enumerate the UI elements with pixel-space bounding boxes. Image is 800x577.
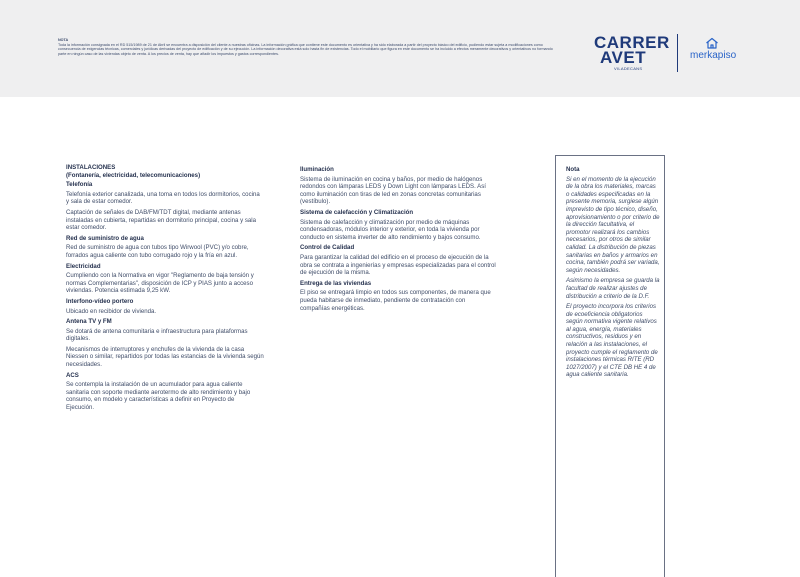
text-calefaccion: Sistema de calefacción y climatización por medio de máquinas condensadoras, módulos interior y exterior, en toda la vivienda por conducto en sistema inverter de alto rendimiento y bajos consumo. bbox=[300, 218, 481, 241]
text-antena-1: Se dotará de antena comunitaria e infraestructura para plataformas digitales. bbox=[66, 327, 248, 343]
heading-acs: ACS bbox=[66, 371, 79, 379]
text-antena-2: Mecanismos de interruptores y enchufes de la vivienda de la casa Niessen o similar, repartidos por todas las estancias de la vivienda según necesidades. bbox=[66, 345, 264, 369]
note-title: Nota bbox=[566, 166, 580, 173]
text-agua: Red de suministro de agua con tubos tipo Wirwool (PVC) y/o cobre, forrados agua caliente con tubo corrugado rojo y la fría en azul. bbox=[66, 244, 249, 259]
brand-line-2: AVET bbox=[600, 48, 647, 67]
heading-calidad: Control de Calidad bbox=[300, 244, 355, 252]
text-interfono: Ubicado en recibidor de vivienda. bbox=[66, 307, 157, 315]
heading-antena: Antena TV y FM bbox=[66, 318, 112, 326]
note-text-3: El proyecto incorpora los criterios de ecoeficiencia obligatorios según normativa vigente relativos al agua, energía, materiales constructivos, residuos y en relación a las instalaciones, el proyecto cumple el reglamento de instalaciones térmicas RITE (RD 1027/2007) y el CTE DB HE 4 de agua caliente sanitaria. bbox=[566, 303, 658, 379]
partner-logo: merkapiso bbox=[690, 50, 737, 61]
heading-telefonia: Telefonía bbox=[66, 181, 93, 189]
text-electricidad: Cumpliendo con la Normativa en vigor "Reglamento de baja tensión y normas Complementarias", disposición de ICP y PIAS junto a acceso viviendas. Potencia estimada 9,25 kW. bbox=[66, 272, 254, 295]
installations-column bbox=[66, 164, 264, 415]
brand-logo bbox=[594, 34, 672, 74]
systems-column bbox=[300, 166, 496, 315]
legal-text: Toda la información consignada en el RD 515/1989 de 21 de Abril se encuentra a disposición del cliente a nuestras oficinas. La información gráfica que contiene este documento es orientativa y ha sido elaborada a partir del proyecto básico del edificio, pudiendo estar sujeta a modificaciones como consecuencia de exigencias técnicas, comerciales y jurídicas derivadas del proyecto de edificación y de su ejecución. La información decorativa está solo hasta fin de existencias. Todo el mobiliario que figura en este documento se ha incluido a efectos meramente decorativos y orientativos no formando parte en ningún caso de las viviendas objeto de venta. A los precios de venta, hay que añadir los impuestos y gastos correspondientes. bbox=[58, 42, 553, 56]
legal-title: NOTA bbox=[58, 38, 69, 42]
text-telefonia-1: Telefonía exterior canalizada, una toma en todos los dormitorios, cocina y sala de estar comedor. bbox=[66, 190, 260, 206]
note-text-1: Si en el momento de la ejecución de la obra los materiales, marcas o calidades especificadas en la presente memoria, surgiese algún imprevisto de tipo técnico, diseño, aprovisionamiento o por criterio de la dirección facultativa, el promotor realizará los cambios necesarios, por otros de similar calidad. La distribución de piezas sanitarias en baños y armarios en cocina, también podrá ser variada, según necesidades. bbox=[566, 175, 660, 274]
house-icon bbox=[705, 37, 719, 49]
text-acs: Se contempla la instalación de un acumulador para agua caliente sanitaria con soporte mediante aerotermo de alto rendimiento y bajo consumo, en modelo y características a definir en Proyecto de Ejecución. bbox=[66, 381, 251, 412]
section-title bbox=[66, 164, 264, 179]
text-calidad: Para garantizar la calidad del edificio en el proceso de ejecución de la obra se contrata a ingenierías y empresas especializadas para el control de ejecución de la misma. bbox=[300, 253, 496, 277]
heading-iluminacion: Iluminación bbox=[300, 166, 334, 173]
heading-entrega: Entrega de las viviendas bbox=[300, 279, 372, 287]
heading-interfono: Interfono-vídeo portero bbox=[66, 297, 134, 305]
text-entrega: El piso se entregará limpio en todos sus componentes, de manera que pueda habitarse de inmediato, pendiente de contratación con compañías energéticas. bbox=[300, 289, 491, 312]
brand-tagline: VILADECANS bbox=[614, 66, 643, 71]
heading-electricidad: Electricidad bbox=[66, 262, 101, 270]
section-title-line-1: INSTALACIONES bbox=[66, 164, 116, 171]
logo-divider bbox=[677, 34, 678, 72]
text-iluminacion: Sistema de iluminación en cocina y baños, por medio de halógenos redondos con lámparas LEDS y Down Light con lámparas LEDS. Así como iluminación con tiras de led en zonas concretas comunitarias (vestíbulo). bbox=[300, 175, 486, 206]
brand-line-1: CARRER bbox=[594, 33, 670, 52]
section-title-line-2: (Fontanería, electricidad, telecomunicaciones) bbox=[66, 171, 201, 179]
legal-notice bbox=[58, 38, 558, 56]
text-telefonia-2: Captación de señales de DAB/FM/TDT digital, mediante antenas instaladas en cubierta, repartidas en dormitorio principal, cocina y sala estar comedor. bbox=[66, 208, 257, 232]
note-text-2: Asimismo la empresa se guarda la facultad de realizar ajustes de distribución a criterio de la D.F. bbox=[566, 277, 660, 300]
heading-agua: Red de suministro de agua bbox=[66, 234, 144, 242]
note-column bbox=[566, 166, 660, 382]
heading-calefaccion: Sistema de calefacción y Climatización bbox=[300, 208, 414, 216]
